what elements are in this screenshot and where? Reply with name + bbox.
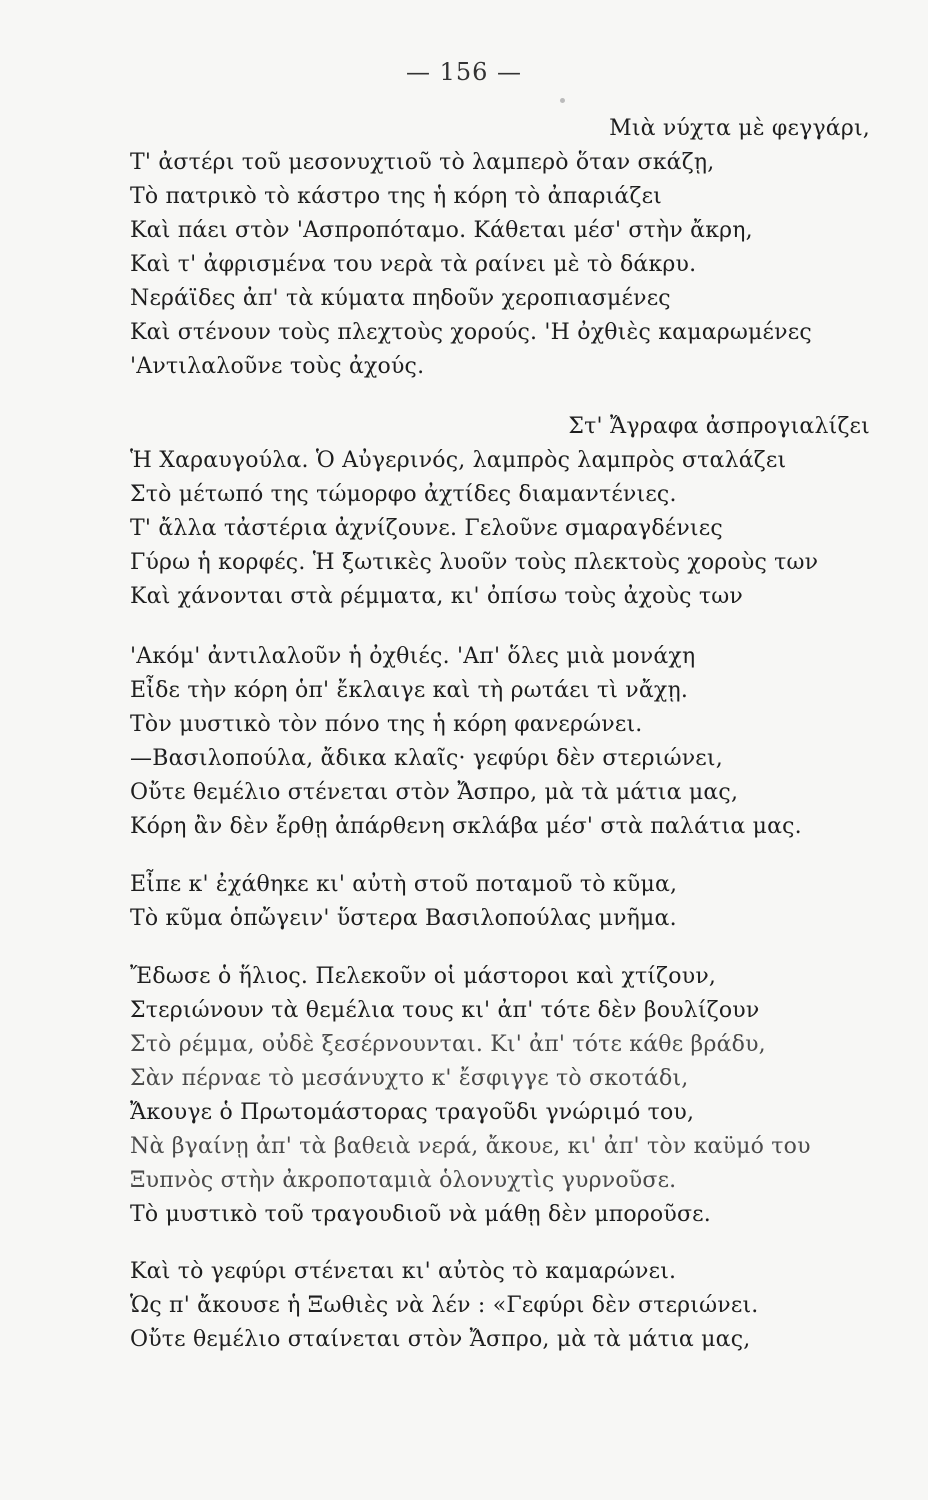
verse-line: Καὶ χάνονται στὰ ρέμματα, κι' ὀπίσω τοὺς ἀχοὺς των (130, 584, 743, 609)
verse-line: Ὡς π' ἄκουσε ἡ Ξωθιὲς νὰ λέν : «Γεφύρι δὲν στεριώνει. (130, 1293, 759, 1318)
verse-line: Τ' ἄλλα τἀστέρια ἀχνίζουνε. Γελοῦνε σμαραγδένιες (130, 516, 723, 541)
verse-line: Οὔτε θεμέλιο σταίνεται στὸν Ἄσπρο, μὰ τὰ μάτια μας, (130, 1327, 751, 1352)
verse-line: Καὶ τὸ γεφύρι στένεται κι' αὐτὸς τὸ καμαρώνει. (130, 1259, 677, 1284)
verse-line: Καὶ στένουν τοὺς πλεχτοὺς χορούς. 'Η ὀχθιὲς καμαρωμένες (130, 320, 812, 345)
verse-line: Τὸ μυστικὸ τοῦ τραγουδιοῦ νὰ μάθῃ δὲν μποροῦσε. (130, 1202, 711, 1227)
verse-line: Καὶ τ' ἀφρισμένα του νερὰ τὰ ραίνει μὲ τὸ δάκρυ. (130, 252, 697, 277)
verse-line: Στὸ ρέμμα, οὐδὲ ξεσέρνουνται. Κι' ἀπ' τότε κάθε βράδυ, (130, 1032, 766, 1057)
verse-line: Στὸ μέτωπό της τώμορφο ἀχτίδες διαμαντένιες. (130, 482, 677, 507)
verse-line: Καὶ πάει στὸν 'Ασπροπόταμο. Κάθεται μέσ' στὴν ἄκρη, (130, 218, 753, 243)
stanza-5 (130, 960, 890, 1232)
verse-line: Τ' ἀστέρι τοῦ μεσονυχτιοῦ τὸ λαμπερὸ ὅταν σκάζῃ, (130, 150, 715, 175)
verse-line: Ἡ Χαραυγούλα. Ὁ Αὐγερινός, λαμπρὸς λαμπρὸς σταλάζει (130, 448, 787, 473)
stanza-6 (130, 1255, 890, 1357)
verse-line: Τὸ πατρικὸ τὸ κάστρο της ἡ κόρη τὸ ἀπαριάζει (130, 184, 663, 209)
print-speck (560, 98, 565, 103)
verse-line: Οὔτε θεμέλιο στένεται στὸν Ἄσπρο, μὰ τὰ μάτια μας, (130, 780, 739, 805)
page-number: — 156 — (405, 58, 523, 86)
verse-line: Νὰ βγαίνῃ ἀπ' τὰ βαθειὰ νερά, ἄκουε, κι' ἀπ' τὸν καϋμό του (130, 1134, 811, 1159)
verse-line: Ἔδωσε ὁ ἥλιος. Πελεκοῦν οἱ μάστοροι καὶ χτίζουν, (130, 964, 717, 989)
verse-line: Γύρω ἡ κορφές. Ἡ ξωτικὲς λυοῦν τοὺς πλεκτοὺς χοροὺς των (130, 550, 819, 575)
verse-line: Τὸν μυστικὸ τὸν πόνο της ἡ κόρη φανερώνει. (130, 712, 643, 737)
verse-line: Στ' Ἄγραφα ἀσπρογιαλίζει (568, 414, 870, 439)
verse-line: Ξυπνὸς στὴν ἀκροποταμιὰ ὁλονυχτὶς γυρνοῦσε. (130, 1168, 677, 1193)
verse-line: Στεριώνουν τὰ θεμέλια τους κι' ἀπ' τότε δὲν βουλίζουν (130, 998, 760, 1023)
verse-line: Εἶπε κ' ἐχάθηκε κι' αὐτὴ στοῦ ποταμοῦ τὸ κῦμα, (130, 872, 678, 897)
verse-line: Σὰν πέρναε τὸ μεσάνυχτο κ' ἔσφιγγε τὸ σκοτάδι, (130, 1066, 689, 1091)
verse-line: —Βασιλοπούλα, ἄδικα κλαῖς· γεφύρι δὲν στεριώνει, (130, 746, 723, 771)
verse-line: Εἶδε τὴν κόρη ὁπ' ἔκλαιγε καὶ τὴ ρωτάει τὶ νἄχῃ. (130, 678, 689, 703)
stanza-3 (130, 640, 890, 844)
verse-line: Ἄκουγε ὁ Πρωτομάστορας τραγοῦδι γνώριμό του, (130, 1100, 695, 1125)
verse-line: Νεράϊδες ἀπ' τὰ κύματα πηδοῦν χεροπιασμένες (130, 286, 671, 311)
verse-line: 'Ακόμ' ἀντιλαλοῦν ἡ ὀχθιές. 'Απ' ὅλες μιὰ μονάχη (130, 644, 696, 669)
verse-line: Τὸ κῦμα ὁπὤγειν' ὕστερα Βασιλοπούλας μνῆμα. (130, 906, 677, 931)
verse-line: Κόρη ἂν δὲν ἔρθῃ ἀπάρθενη σκλάβα μέσ' στὰ παλάτια μας. (130, 814, 802, 839)
stanza-4 (130, 868, 890, 936)
stanza-2 (130, 410, 890, 614)
stanza-1 (130, 112, 890, 384)
verse-line: 'Αντιλαλοῦνε τοὺς ἀχούς. (130, 354, 425, 379)
verse-line: Μιὰ νύχτα μὲ φεγγάρι, (609, 116, 870, 141)
